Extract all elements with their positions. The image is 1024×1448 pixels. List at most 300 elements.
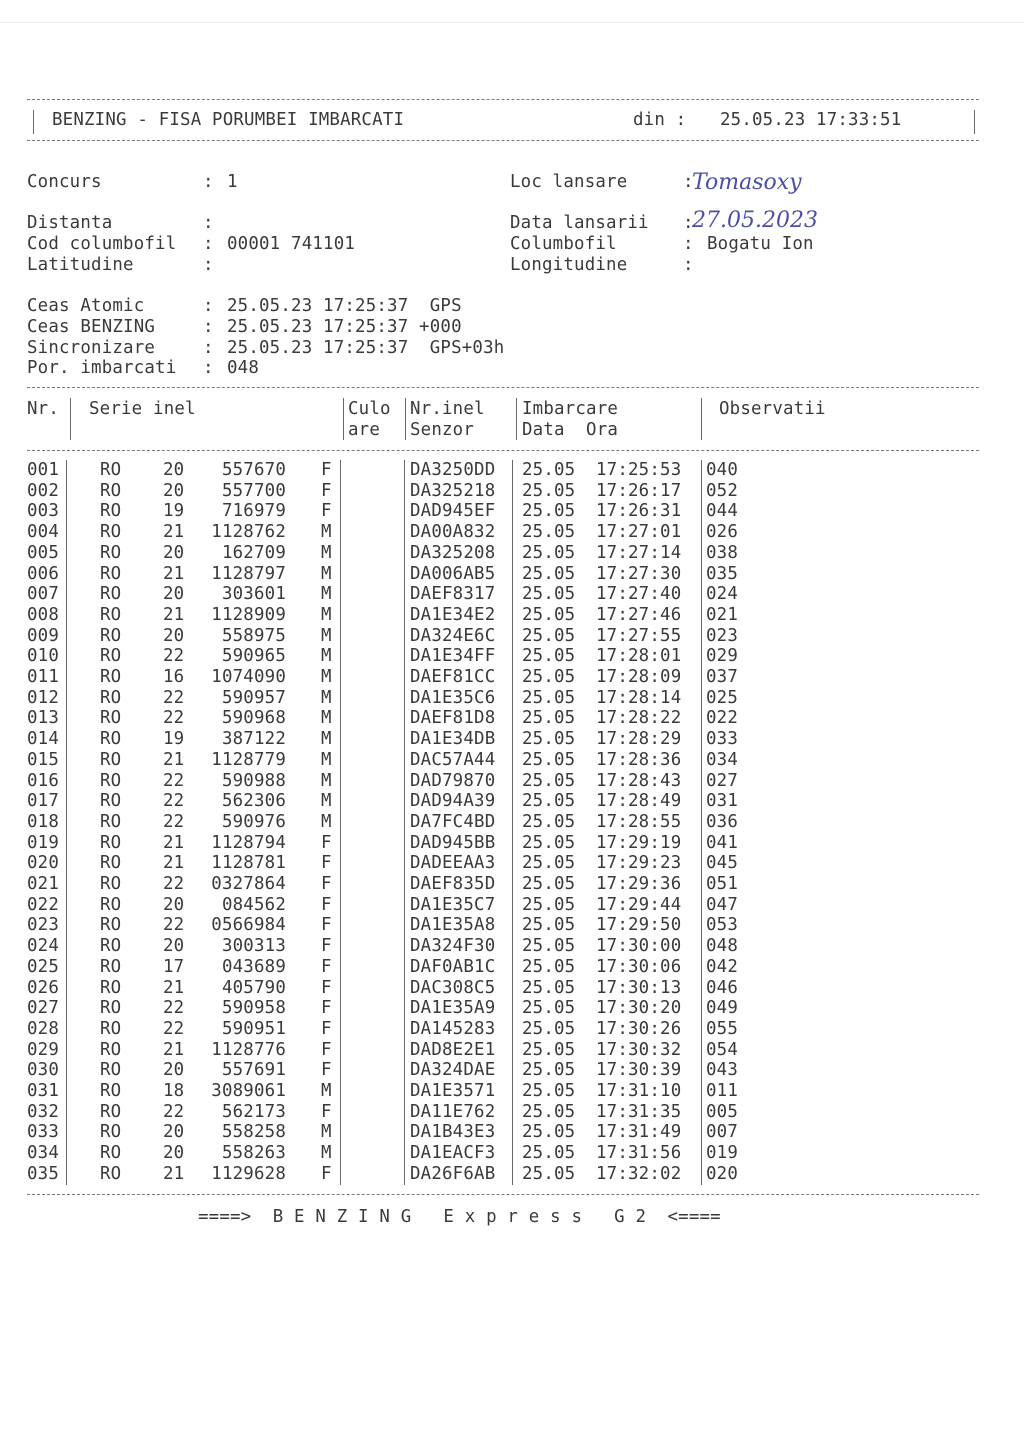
cell-ora: 17:25:53 <box>596 460 682 480</box>
cell-obs: 024 <box>706 584 739 605</box>
cell-obs: 020 <box>706 1163 739 1184</box>
cell-data: 25.05 <box>522 480 576 501</box>
cell-nr: 011 <box>27 667 60 687</box>
cell-nr: 008 <box>27 604 60 625</box>
cell-nr: 014 <box>27 729 60 750</box>
cell-data: 25.05 <box>522 936 576 957</box>
cell-an: 19 <box>163 729 185 750</box>
ceas-atomic-label: Ceas Atomic <box>27 296 145 316</box>
cod-columbofil-label: Cod columbofil <box>27 234 177 254</box>
colon: : <box>203 358 214 378</box>
col-header-senzor: Senzor <box>410 420 475 440</box>
cell-senzor: DA00A832 <box>410 522 496 543</box>
cell-senzor: DAD945BB <box>410 832 496 853</box>
cell-nr: 034 <box>27 1143 60 1164</box>
cell-sex: M <box>321 584 332 605</box>
cell-an: 21 <box>163 977 185 998</box>
por-imbarcati-value: 048 <box>227 358 260 378</box>
cell-sex: F <box>321 853 332 874</box>
cell-tara: RO <box>100 1122 122 1143</box>
col-divider <box>343 398 344 440</box>
cell-nr: 026 <box>27 977 60 998</box>
cell-sex: M <box>321 749 332 770</box>
cell-an: 20 <box>163 1060 185 1081</box>
cell-sex: F <box>321 915 332 936</box>
cell-tara: RO <box>100 770 122 791</box>
cell-obs: 034 <box>706 749 739 770</box>
cell-sex: F <box>321 956 332 977</box>
cell-senzor: DA1E34DB <box>410 729 496 750</box>
cell-obs: 047 <box>706 894 739 915</box>
cell-inel: 557700 <box>221 480 286 501</box>
cell-tara: RO <box>100 832 122 853</box>
cell-obs: 048 <box>706 936 739 957</box>
cell-obs: 042 <box>706 956 739 977</box>
cell-sex: M <box>321 542 332 563</box>
cell-obs: 045 <box>706 853 739 874</box>
cell-inel: 0327864 <box>211 874 286 894</box>
cell-inel: 1128776 <box>211 1039 286 1060</box>
cell-inel: 300313 <box>221 936 286 957</box>
cell-senzor: DA145283 <box>410 1018 496 1039</box>
cell-tara: RO <box>100 1101 122 1122</box>
cell-sex: M <box>321 522 332 543</box>
scan-edge <box>0 22 1024 23</box>
cell-data: 25.05 <box>522 667 576 687</box>
cell-inel: 558975 <box>221 625 286 646</box>
cell-an: 20 <box>163 480 185 501</box>
colon: : <box>203 317 214 337</box>
cell-tara: RO <box>100 749 122 770</box>
cell-senzor: DA324F30 <box>410 936 496 957</box>
cell-inel: 043689 <box>221 956 286 977</box>
cell-ora: 17:28:29 <box>596 729 682 750</box>
cell-inel: 562306 <box>221 791 286 812</box>
cell-ora: 17:31:10 <box>596 1081 682 1101</box>
cell-ora: 17:30:00 <box>596 936 682 957</box>
cell-tara: RO <box>100 522 122 543</box>
cell-an: 17 <box>163 956 185 977</box>
col-header-culoare: Culo <box>348 399 391 419</box>
col-header-nr: Nr. <box>27 399 60 419</box>
cell-an: 22 <box>163 791 185 812</box>
cell-inel: 558258 <box>221 1122 286 1143</box>
col-divider <box>404 460 405 1185</box>
cell-nr: 007 <box>27 584 60 605</box>
cell-tara: RO <box>100 563 122 584</box>
cell-an: 19 <box>163 501 185 522</box>
cell-nr: 024 <box>27 936 60 957</box>
cell-senzor: DA324E6C <box>410 625 496 646</box>
data-lansarii-label: Data lansarii <box>510 213 649 233</box>
cell-nr: 006 <box>27 563 60 584</box>
cell-tara: RO <box>100 1018 122 1039</box>
header-right-bar <box>974 110 975 134</box>
cell-data: 25.05 <box>522 1081 576 1101</box>
cell-data: 25.05 <box>522 460 576 480</box>
header-bottom-rule <box>27 140 979 141</box>
cell-an: 21 <box>163 522 185 543</box>
cell-tara: RO <box>100 667 122 687</box>
cell-tara: RO <box>100 915 122 936</box>
cell-senzor: DAD945EF <box>410 501 496 522</box>
cell-obs: 007 <box>706 1122 739 1143</box>
cell-data: 25.05 <box>522 563 576 584</box>
header-top-rule <box>27 99 979 100</box>
cell-sex: F <box>321 1101 332 1122</box>
cell-inel: 387122 <box>221 729 286 750</box>
cell-an: 22 <box>163 811 185 832</box>
cell-an: 18 <box>163 1081 185 1101</box>
cell-sex: M <box>321 811 332 832</box>
cell-sex: M <box>321 729 332 750</box>
cell-an: 16 <box>163 667 185 687</box>
col-header-culoare-2: are <box>348 420 381 440</box>
cell-nr: 010 <box>27 646 60 667</box>
cell-data: 25.05 <box>522 542 576 563</box>
cell-sex: F <box>321 1060 332 1081</box>
cell-an: 21 <box>163 832 185 853</box>
cell-senzor: DA3250DD <box>410 460 496 480</box>
cell-inel: 716979 <box>221 501 286 522</box>
cell-inel: 1128781 <box>211 853 286 874</box>
ceas-benzing-label: Ceas BENZING <box>27 317 156 337</box>
cell-an: 21 <box>163 604 185 625</box>
cell-an: 22 <box>163 708 185 729</box>
cell-senzor: DA7FC4BD <box>410 811 496 832</box>
cell-obs: 055 <box>706 1018 739 1039</box>
cell-nr: 030 <box>27 1060 60 1081</box>
cell-obs: 046 <box>706 977 739 998</box>
cell-tara: RO <box>100 1081 122 1101</box>
cell-tara: RO <box>100 708 122 729</box>
cell-nr: 012 <box>27 687 60 708</box>
cell-data: 25.05 <box>522 1163 576 1184</box>
cell-senzor: DA325208 <box>410 542 496 563</box>
cell-sex: F <box>321 1018 332 1039</box>
cell-data: 25.05 <box>522 1060 576 1081</box>
cell-data: 25.05 <box>522 956 576 977</box>
cell-ora: 17:28:22 <box>596 708 682 729</box>
cell-data: 25.05 <box>522 998 576 1019</box>
col-divider <box>66 460 67 1185</box>
cell-ora: 17:32:02 <box>596 1163 682 1184</box>
cell-ora: 17:29:23 <box>596 853 682 874</box>
table-bottom-rule <box>27 1194 979 1195</box>
cell-inel: 557691 <box>221 1060 286 1081</box>
cell-tara: RO <box>100 936 122 957</box>
cell-an: 21 <box>163 1039 185 1060</box>
cell-tara: RO <box>100 811 122 832</box>
concurs-value: 1 <box>227 172 238 192</box>
cell-nr: 009 <box>27 625 60 646</box>
cell-inel: 590965 <box>221 646 286 667</box>
cell-senzor: DA324DAE <box>410 1060 496 1081</box>
colon: : <box>203 296 214 316</box>
cell-tara: RO <box>100 604 122 625</box>
cell-senzor: DAC57A44 <box>410 749 496 770</box>
cell-ora: 17:28:43 <box>596 770 682 791</box>
cell-nr: 031 <box>27 1081 60 1101</box>
cell-obs: 029 <box>706 646 739 667</box>
cell-nr: 019 <box>27 832 60 853</box>
cell-sex: M <box>321 667 332 687</box>
cell-data: 25.05 <box>522 522 576 543</box>
data-lansarii-handwritten: 27.05.2023 <box>692 208 818 233</box>
col-divider <box>701 460 702 1185</box>
cell-inel: 562173 <box>221 1101 286 1122</box>
cell-obs: 027 <box>706 770 739 791</box>
cell-data: 25.05 <box>522 853 576 874</box>
cell-inel: 0566984 <box>211 915 286 936</box>
cell-obs: 026 <box>706 522 739 543</box>
longitudine-label: Longitudine <box>510 255 628 275</box>
cell-sex: F <box>321 460 332 480</box>
loc-lansare-handwritten: Tomasoxy <box>692 170 802 195</box>
cell-ora: 17:31:35 <box>596 1101 682 1122</box>
cell-an: 22 <box>163 687 185 708</box>
ceas-atomic-value: 25.05.23 17:25:37 GPS <box>227 296 462 316</box>
cell-tara: RO <box>100 584 122 605</box>
cell-senzor: DA1B43E3 <box>410 1122 496 1143</box>
cell-obs: 005 <box>706 1101 739 1122</box>
colon: : <box>683 172 694 192</box>
cell-nr: 035 <box>27 1163 60 1184</box>
table-top-rule <box>27 387 979 388</box>
col-divider <box>512 460 513 1185</box>
cell-tara: RO <box>100 501 122 522</box>
cell-nr: 027 <box>27 998 60 1019</box>
cell-inel: 590968 <box>221 708 286 729</box>
cell-an: 21 <box>163 563 185 584</box>
header-left-bar <box>33 110 34 134</box>
cell-senzor: DAEF8317 <box>410 584 496 605</box>
cell-sex: M <box>321 604 332 625</box>
cell-obs: 021 <box>706 604 739 625</box>
cell-senzor: DA1E3571 <box>410 1081 496 1101</box>
cell-data: 25.05 <box>522 1039 576 1060</box>
cell-senzor: DAD94A39 <box>410 791 496 812</box>
cell-nr: 028 <box>27 1018 60 1039</box>
cell-ora: 17:29:50 <box>596 915 682 936</box>
colon: : <box>203 172 214 192</box>
cell-inel: 590988 <box>221 770 286 791</box>
cell-nr: 016 <box>27 770 60 791</box>
colon: : <box>203 255 214 275</box>
cell-inel: 1128797 <box>211 563 286 584</box>
cell-inel: 1128794 <box>211 832 286 853</box>
cell-senzor: DAD79870 <box>410 770 496 791</box>
cell-data: 25.05 <box>522 770 576 791</box>
cell-ora: 17:27:01 <box>596 522 682 543</box>
cell-obs: 049 <box>706 998 739 1019</box>
cell-an: 22 <box>163 770 185 791</box>
columbofil-label: Columbofil <box>510 234 617 254</box>
cell-nr: 021 <box>27 874 60 894</box>
cell-senzor: DAC308C5 <box>410 977 496 998</box>
cell-sex: M <box>321 563 332 584</box>
cell-tara: RO <box>100 1060 122 1081</box>
cell-ora: 17:30:32 <box>596 1039 682 1060</box>
cell-obs: 052 <box>706 480 739 501</box>
cell-obs: 037 <box>706 667 739 687</box>
cell-data: 25.05 <box>522 894 576 915</box>
cell-nr: 022 <box>27 894 60 915</box>
cell-tara: RO <box>100 998 122 1019</box>
cell-data: 25.05 <box>522 687 576 708</box>
cell-nr: 025 <box>27 956 60 977</box>
cell-obs: 038 <box>706 542 739 563</box>
cell-data: 25.05 <box>522 915 576 936</box>
cell-sex: M <box>321 1143 332 1164</box>
cell-an: 21 <box>163 1163 185 1184</box>
cell-senzor: DADEEAA3 <box>410 853 496 874</box>
colon: : <box>203 234 214 254</box>
cell-obs: 022 <box>706 708 739 729</box>
col-header-imbarcare: Imbarcare <box>522 399 619 419</box>
cell-ora: 17:26:31 <box>596 501 682 522</box>
cell-data: 25.05 <box>522 791 576 812</box>
cell-ora: 17:30:20 <box>596 998 682 1019</box>
cell-an: 20 <box>163 936 185 957</box>
cell-obs: 054 <box>706 1039 739 1060</box>
cell-nr: 020 <box>27 853 60 874</box>
ceas-benzing-value: 25.05.23 17:25:37 +000 <box>227 317 462 337</box>
cell-tara: RO <box>100 874 122 894</box>
cell-sex: M <box>321 708 332 729</box>
cell-inel: 590957 <box>221 687 286 708</box>
col-divider <box>70 398 71 440</box>
cell-senzor: DA11E762 <box>410 1101 496 1122</box>
cell-sex: F <box>321 480 332 501</box>
cell-tara: RO <box>100 894 122 915</box>
cell-data: 25.05 <box>522 729 576 750</box>
cell-inel: 303601 <box>221 584 286 605</box>
cell-data: 25.05 <box>522 625 576 646</box>
cell-senzor: DA1EACF3 <box>410 1143 496 1164</box>
col-divider <box>701 398 702 440</box>
cell-inel: 590976 <box>221 811 286 832</box>
cell-obs: 041 <box>706 832 739 853</box>
col-header-serie: Serie inel <box>89 399 196 419</box>
cell-ora: 17:28:14 <box>596 687 682 708</box>
cod-columbofil-value: 00001 741101 <box>227 234 356 254</box>
cell-nr: 033 <box>27 1122 60 1143</box>
cell-obs: 040 <box>706 460 739 480</box>
cell-an: 20 <box>163 460 185 480</box>
cell-ora: 17:27:46 <box>596 604 682 625</box>
cell-obs: 025 <box>706 687 739 708</box>
cell-sex: F <box>321 977 332 998</box>
cell-senzor: DAEF835D <box>410 874 496 894</box>
sincronizare-value: 25.05.23 17:25:37 GPS+03h <box>227 338 505 358</box>
cell-data: 25.05 <box>522 811 576 832</box>
cell-ora: 17:30:39 <box>596 1060 682 1081</box>
cell-ora: 17:29:36 <box>596 874 682 894</box>
cell-sex: F <box>321 1163 332 1184</box>
columbofil-value: Bogatu Ion <box>707 234 814 254</box>
cell-sex: F <box>321 874 332 894</box>
cell-an: 20 <box>163 542 185 563</box>
cell-sex: F <box>321 936 332 957</box>
cell-obs: 019 <box>706 1143 739 1164</box>
cell-inel: 1128762 <box>211 522 286 543</box>
cell-inel: 405790 <box>221 977 286 998</box>
cell-senzor: DAD8E2E1 <box>410 1039 496 1060</box>
cell-nr: 005 <box>27 542 60 563</box>
cell-tara: RO <box>100 687 122 708</box>
cell-senzor: DA1E35C7 <box>410 894 496 915</box>
cell-data: 25.05 <box>522 708 576 729</box>
din-value: 25.05.23 17:33:51 <box>720 110 902 130</box>
cell-tara: RO <box>100 729 122 750</box>
colon: : <box>683 213 694 233</box>
concurs-label: Concurs <box>27 172 102 192</box>
cell-ora: 17:27:40 <box>596 584 682 605</box>
colon: : <box>683 234 694 254</box>
cell-data: 25.05 <box>522 1122 576 1143</box>
latitudine-label: Latitudine <box>27 255 134 275</box>
colon: : <box>683 255 694 275</box>
cell-inel: 558263 <box>221 1143 286 1164</box>
cell-ora: 17:31:56 <box>596 1143 682 1164</box>
cell-nr: 015 <box>27 749 60 770</box>
cell-ora: 17:27:14 <box>596 542 682 563</box>
cell-senzor: DA1E35C6 <box>410 687 496 708</box>
cell-ora: 17:30:26 <box>596 1018 682 1039</box>
cell-inel: 3089061 <box>211 1081 286 1101</box>
cell-sex: F <box>321 998 332 1019</box>
cell-data: 25.05 <box>522 977 576 998</box>
cell-sex: M <box>321 625 332 646</box>
cell-sex: M <box>321 646 332 667</box>
cell-an: 22 <box>163 1101 185 1122</box>
cell-obs: 033 <box>706 729 739 750</box>
cell-sex: F <box>321 1039 332 1060</box>
cell-senzor: DAEF81D8 <box>410 708 496 729</box>
cell-nr: 023 <box>27 915 60 936</box>
cell-an: 20 <box>163 625 185 646</box>
cell-tara: RO <box>100 791 122 812</box>
cell-data: 25.05 <box>522 874 576 894</box>
cell-an: 21 <box>163 853 185 874</box>
col-header-observatii: Observatii <box>719 399 826 419</box>
col-header-data-ora: Data Ora <box>522 420 619 440</box>
cell-ora: 17:31:49 <box>596 1122 682 1143</box>
col-divider <box>340 460 341 1185</box>
col-header-nrinel: Nr.inel <box>410 399 485 419</box>
cell-data: 25.05 <box>522 1018 576 1039</box>
cell-tara: RO <box>100 1143 122 1164</box>
cell-an: 22 <box>163 915 185 936</box>
cell-ora: 17:29:44 <box>596 894 682 915</box>
cell-ora: 17:29:19 <box>596 832 682 853</box>
cell-data: 25.05 <box>522 1101 576 1122</box>
cell-nr: 018 <box>27 811 60 832</box>
cell-inel: 162709 <box>221 542 286 563</box>
cell-nr: 032 <box>27 1101 60 1122</box>
cell-senzor: DA26F6AB <box>410 1163 496 1184</box>
cell-tara: RO <box>100 1163 122 1184</box>
cell-an: 22 <box>163 874 185 894</box>
cell-inel: 1074090 <box>211 667 286 687</box>
cell-obs: 035 <box>706 563 739 584</box>
cell-tara: RO <box>100 853 122 874</box>
document-title: BENZING - FISA PORUMBEI IMBARCATI <box>52 110 405 130</box>
cell-nr: 003 <box>27 501 60 522</box>
cell-ora: 17:30:13 <box>596 977 682 998</box>
cell-an: 22 <box>163 646 185 667</box>
